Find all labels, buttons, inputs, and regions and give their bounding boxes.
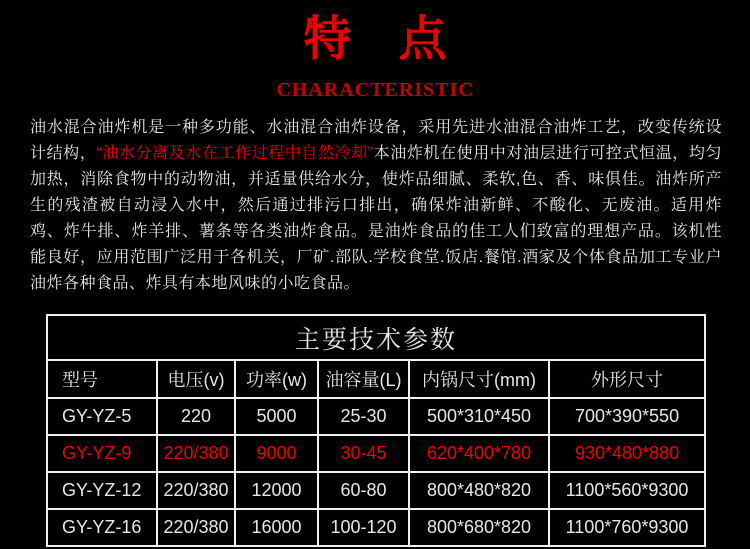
- description-text: 本油炸机在使用中对油层进行可控式恒温，均匀加热，消除食物中的动物油，并适量供给水分，使炸品细腻、柔软,色、香、味俱佳。油炸所产生的残渣被自动浸入水中，然后通过排污口排出，确保炸油新鲜、不酸化、无废油。适用炸鸡、炸牛排、炸羊排、薯条等各类油炸食品。是油炸食品的佳工人们致富的理想产品。该机性能良好，应用范围广泛用于各机关，厂矿.部队.学校食堂.饭店.餐馆.酒家及个体食品加工专业户油炸各种食品、炸具有本地风味的小吃食品。: [30, 145, 722, 292]
- spec-cell: 500*310*450: [409, 398, 549, 435]
- spec-cell: 60-80: [318, 472, 409, 509]
- spec-cell: 800*480*820: [409, 472, 549, 509]
- column-header: 型号: [47, 360, 157, 398]
- table-title: 主要技术参数: [47, 315, 705, 360]
- column-header: 外形尺寸: [549, 360, 705, 398]
- spec-cell: 220/380: [157, 509, 235, 546]
- spec-cell: 16000: [235, 509, 318, 546]
- column-header: 油容量(L): [318, 360, 409, 398]
- spec-cell: 800*680*820: [409, 509, 549, 546]
- page-subtitle: CHARACTERISTIC: [276, 79, 474, 101]
- model-cell: GY-YZ-9: [47, 435, 157, 472]
- spec-cell: 5000: [235, 398, 318, 435]
- column-header: 内锅尺寸(mm): [409, 360, 549, 398]
- table-title-row: [47, 315, 705, 360]
- spec-table: [46, 314, 706, 547]
- spec-cell: 930*480*880: [549, 435, 705, 472]
- column-header: 功率(w): [235, 360, 318, 398]
- spec-cell: 700*390*550: [549, 398, 705, 435]
- page-title: 特 点: [303, 13, 464, 66]
- spec-cell: 1100*760*9300: [549, 509, 705, 546]
- model-cell: GY-YZ-16: [47, 509, 157, 546]
- spec-cell: 25-30: [318, 398, 409, 435]
- table-row: [47, 472, 705, 509]
- product-description: [30, 115, 722, 297]
- spec-cell: 220/380: [157, 472, 235, 509]
- table-row: [47, 509, 705, 546]
- table-header-row: [47, 360, 705, 398]
- column-header: 电压(v): [157, 360, 235, 398]
- model-cell: GY-YZ-12: [47, 472, 157, 509]
- table-row: [47, 435, 705, 472]
- spec-cell: 100-120: [318, 509, 409, 546]
- spec-cell: 620*400*780: [409, 435, 549, 472]
- spec-cell: 1100*560*9300: [549, 472, 705, 509]
- spec-cell: 12000: [235, 472, 318, 509]
- spec-cell: 9000: [235, 435, 318, 472]
- description-highlight-text: “油水分离及水在工作过程中自然冷却”: [96, 145, 374, 162]
- table-row: [47, 398, 705, 435]
- model-cell: GY-YZ-5: [47, 398, 157, 435]
- description-text: 油水混合油炸机是一种多功能、水油混合油炸设备，采用先进水油混合油炸工艺，改变传统设计结构，: [30, 119, 722, 162]
- spec-cell: 220/380: [157, 435, 235, 472]
- hero-header: [0, 0, 750, 102]
- spec-cell: 30-45: [318, 435, 409, 472]
- spec-cell: 220: [157, 398, 235, 435]
